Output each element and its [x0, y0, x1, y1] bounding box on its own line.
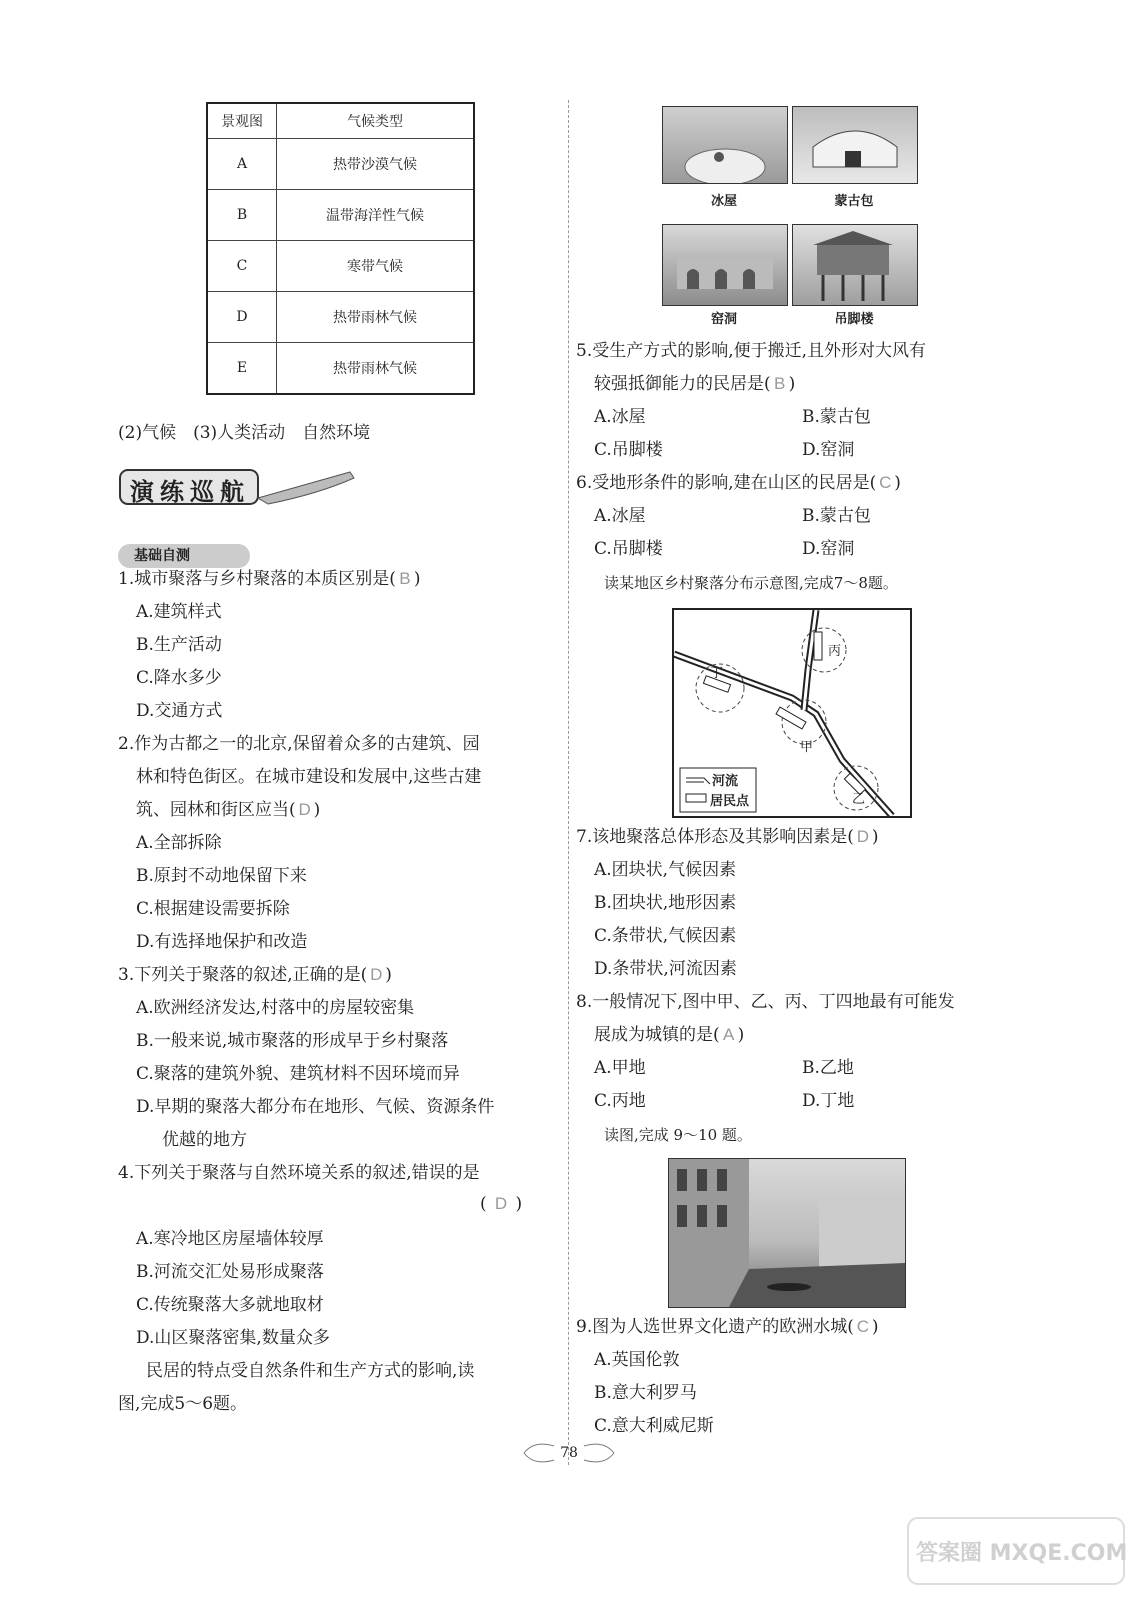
- banner-title: 演练巡航: [130, 478, 250, 506]
- answer-mark: D: [856, 827, 869, 846]
- table-cell: E: [207, 343, 277, 395]
- question-stem: 9.图为人选世界文化遗产的欧洲水城(: [576, 1317, 854, 1337]
- table-row: [207, 139, 474, 190]
- option: A.欧洲经济发达,村落中的房屋较密集: [136, 998, 415, 1018]
- option: B.团块状,地形因素: [594, 893, 737, 913]
- question-stem: 较强抵御能力的民居是(: [594, 374, 771, 394]
- question-stem: 筑、园林和街区应当(: [136, 800, 296, 820]
- question-stem: 1.城市聚落与乡村聚落的本质区别是(: [118, 569, 396, 589]
- table-row: [207, 292, 474, 343]
- map-label-bing: 丙: [828, 644, 842, 659]
- option: A.冰屋: [594, 506, 646, 526]
- table-header-row: [207, 103, 474, 139]
- option: D.条带状,河流因素: [594, 959, 737, 979]
- question-1: [118, 568, 421, 590]
- question-8-line: 8.一般情况下,图中甲、乙、丙、丁四地最有可能发: [576, 992, 955, 1012]
- page-number: [514, 1436, 624, 1470]
- option: C.意大利威尼斯: [594, 1416, 714, 1436]
- question-stem-close: ): [871, 827, 879, 847]
- option: B.意大利罗马: [594, 1383, 697, 1403]
- photo-caption: 蒙古包: [834, 194, 874, 209]
- answers-2-3: (2)气候 (3)人类活动 自然环境: [118, 423, 371, 443]
- stilt-house-icon: [793, 225, 917, 305]
- climate-table: [206, 102, 475, 395]
- option: C.吊脚楼: [594, 539, 663, 559]
- option: A.英国伦敦: [594, 1350, 680, 1370]
- question-2-line: [136, 799, 320, 821]
- option: A.甲地: [594, 1058, 646, 1078]
- question-stem-close: ): [788, 374, 796, 394]
- option: C.丙地: [594, 1091, 646, 1111]
- question-2-line: 2.作为古都之一的北京,保留着众多的古建筑、园: [118, 734, 480, 754]
- option: B.乙地: [802, 1058, 854, 1078]
- table-header-cell: 气候类型: [277, 103, 475, 139]
- intro-5-6-line: 民居的特点受自然条件和生产方式的影响,读: [146, 1361, 475, 1381]
- answer-mark: C: [856, 1317, 869, 1336]
- option: D.窑洞: [802, 440, 855, 460]
- table-row: [207, 190, 474, 241]
- table-cell: D: [207, 292, 277, 343]
- option: A.建筑样式: [136, 602, 222, 622]
- page-number-text: 78: [560, 1445, 578, 1461]
- legend-river: 河流: [712, 774, 739, 789]
- river-map-icon: [674, 610, 910, 816]
- map-label-yi: 乙: [852, 792, 866, 807]
- table-cell: 热带雨林气候: [277, 343, 475, 395]
- option: B.河流交汇处易形成聚落: [136, 1262, 324, 1282]
- question-3: [118, 964, 392, 986]
- option: B.原封不动地保留下来: [136, 866, 307, 886]
- question-stem-close: ): [737, 1025, 745, 1045]
- question-stem-close: ): [413, 569, 421, 589]
- option: A.寒冷地区房屋墙体较厚: [136, 1229, 324, 1249]
- answer-mark: C: [879, 473, 892, 492]
- question-stem-close: ): [313, 800, 321, 820]
- answer-mark: A: [722, 1025, 735, 1044]
- section-banner: [118, 468, 356, 508]
- table-cell: C: [207, 241, 277, 292]
- option: A.冰屋: [594, 407, 646, 427]
- igloo-photo: [662, 106, 788, 184]
- yurt-icon: [793, 107, 917, 183]
- table-cell: A: [207, 139, 277, 190]
- answer-mark: B: [773, 374, 786, 393]
- map-label-ding: 丁: [710, 666, 724, 681]
- question-stem: 6.受地形条件的影响,建在山区的民居是(: [576, 473, 877, 493]
- table-cell: B: [207, 190, 277, 241]
- option: D.山区聚落密集,数量众多: [136, 1328, 330, 1348]
- table-row: [207, 241, 474, 292]
- cave-dwelling-photo: [662, 224, 788, 306]
- option: D.交通方式: [136, 701, 223, 721]
- option: B.蒙古包: [802, 407, 871, 427]
- intro-5-6-line: 图,完成5～6题。: [118, 1394, 248, 1414]
- option: C.根据建设需要拆除: [136, 899, 290, 919]
- table-cell: 热带雨林气候: [277, 292, 475, 343]
- venice-canal-icon: [669, 1159, 905, 1307]
- question-9: [576, 1316, 879, 1338]
- question-stem-close: ): [894, 473, 901, 493]
- stilt-house-photo: [792, 224, 918, 306]
- map-label-jia: 甲: [800, 740, 814, 755]
- option: D.窑洞: [802, 539, 855, 559]
- legend-settlement: 居民点: [710, 794, 750, 809]
- question-4-answer: ( D ): [480, 1194, 523, 1214]
- answer-mark: B: [399, 569, 411, 588]
- intro-7-8: 读某地区乡村聚落分布示意图,完成7～8题。: [604, 574, 898, 592]
- yurt-photo: [792, 106, 918, 184]
- option: B.一般来说,城市聚落的形成早于乡村聚落: [136, 1031, 449, 1051]
- venice-photo: [668, 1158, 906, 1308]
- option: C.聚落的建筑外貌、建筑材料不因环境而异: [136, 1064, 460, 1084]
- option: B.生产活动: [136, 635, 222, 655]
- photo-caption: 冰屋: [710, 194, 737, 209]
- answer-mark: D: [370, 965, 383, 984]
- option: C.吊脚楼: [594, 440, 663, 460]
- table-header-cell: 景观图: [207, 103, 277, 139]
- option: D.丁地: [802, 1091, 855, 1111]
- option: C.降水多少: [136, 668, 222, 688]
- question-6: [576, 472, 901, 494]
- cave-dwelling-icon: [663, 225, 787, 305]
- question-4: 4.下列关于聚落与自然环境关系的叙述,错误的是: [118, 1163, 480, 1183]
- question-5-line: [594, 373, 795, 395]
- question-stem: 7.该地聚落总体形态及其影响因素是(: [576, 827, 854, 847]
- option-continuation: 优越的地方: [162, 1130, 247, 1150]
- question-2-line: 林和特色街区。在城市建设和发展中,这些古建: [136, 767, 482, 787]
- question-stem: 展成为城镇的是(: [594, 1025, 720, 1045]
- column-divider: [568, 100, 569, 1465]
- question-5-line: 5.受生产方式的影响,便于搬迁,且外形对大风有: [576, 341, 927, 361]
- option: C.传统聚落大多就地取材: [136, 1295, 324, 1315]
- photo-caption: 窑洞: [710, 312, 737, 327]
- option: D.有选择地保护和改造: [136, 932, 308, 952]
- option: C.条带状,气候因素: [594, 926, 737, 946]
- answer-mark: D: [298, 800, 311, 819]
- watermark-text: 答案圈 MXQE.COM: [916, 1541, 1128, 1566]
- table-cell: 温带海洋性气候: [277, 190, 475, 241]
- settlement-map: [672, 608, 912, 818]
- question-stem-close: ): [385, 965, 392, 985]
- answer-mark: D: [494, 1194, 508, 1213]
- igloo-icon: [663, 107, 787, 183]
- option: A.全部拆除: [136, 833, 222, 853]
- table-row: [207, 343, 474, 395]
- question-stem: 3.下列关于聚落的叙述,正确的是(: [118, 965, 368, 985]
- watermark: [906, 1516, 1126, 1586]
- option: D.早期的聚落大都分布在地形、气候、资源条件: [136, 1097, 495, 1117]
- question-8-line: [594, 1024, 744, 1046]
- table-cell: 寒带气候: [277, 241, 475, 292]
- intro-9-10: 读图,完成 9～10 题。: [604, 1126, 752, 1144]
- table-cell: 热带沙漠气候: [277, 139, 475, 190]
- option: A.团块状,气候因素: [594, 860, 737, 880]
- sub-banner: 基础自测: [118, 544, 250, 568]
- option: B.蒙古包: [802, 506, 871, 526]
- question-stem-close: ): [871, 1317, 879, 1337]
- photo-caption: 吊脚楼: [834, 312, 874, 327]
- question-7: [576, 826, 879, 848]
